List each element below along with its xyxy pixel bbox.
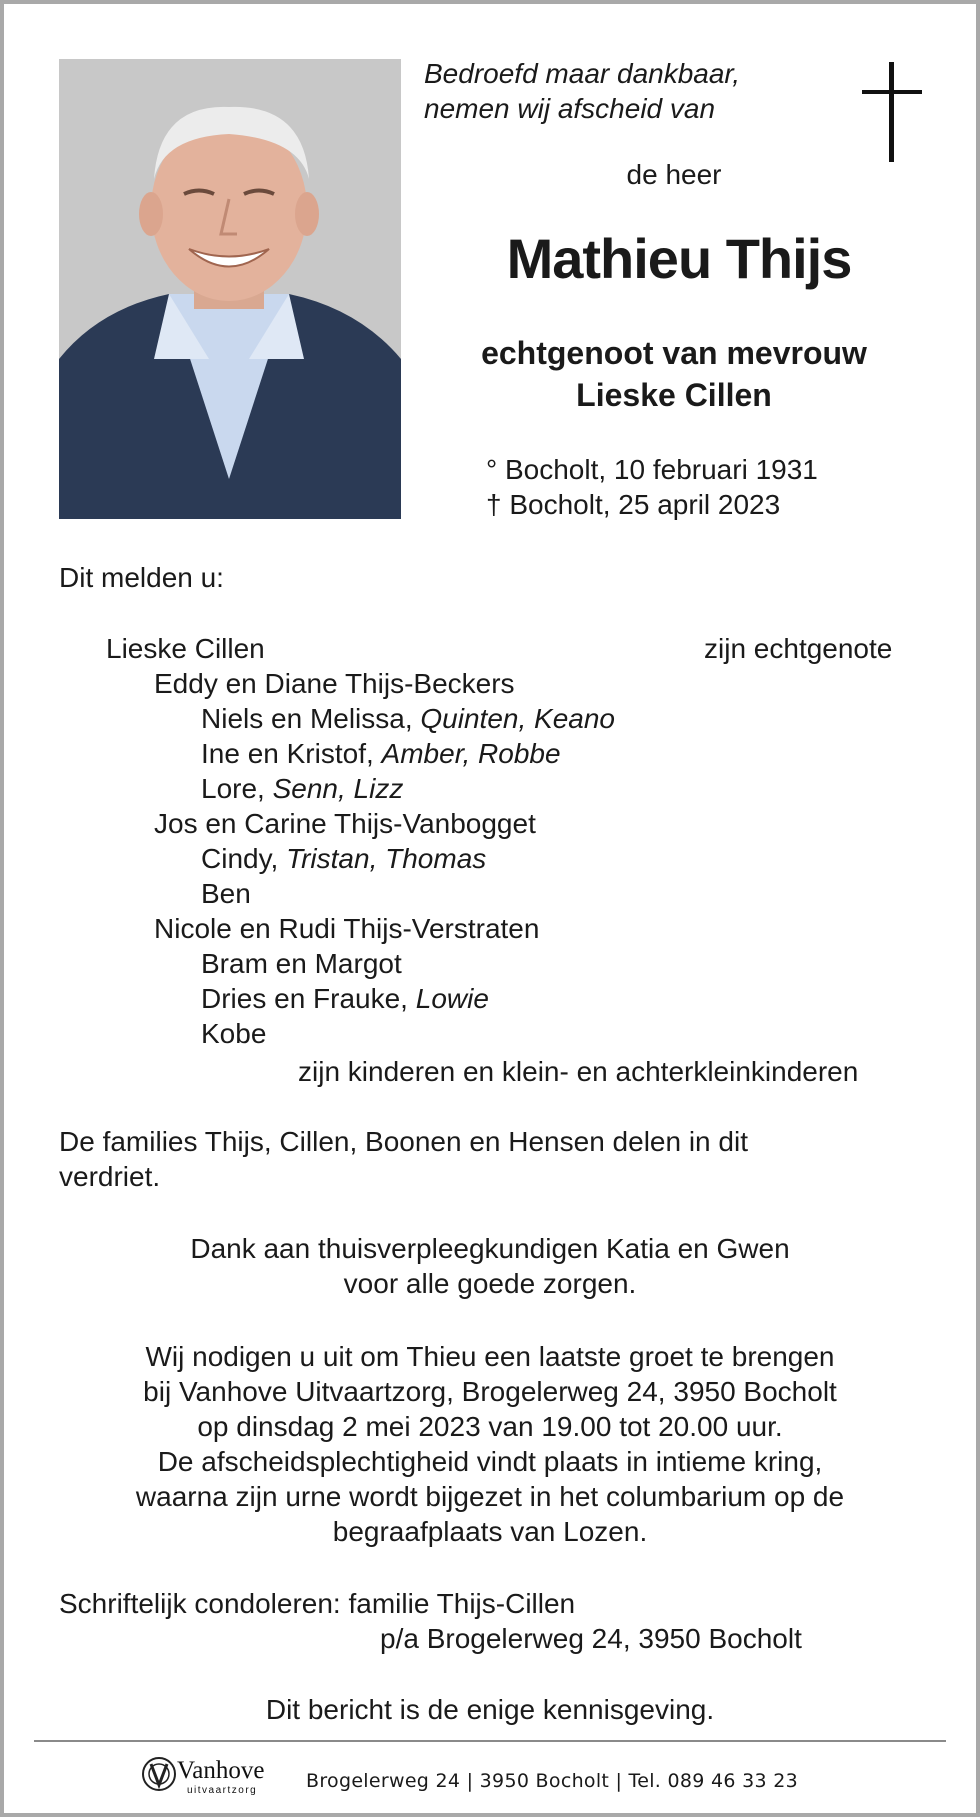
invitation-line: begraafplaats van Lozen. [332,1516,648,1547]
family-member-line [201,771,403,806]
spouse-line-1: echtgenoot van mevrouw [481,335,867,371]
grandchildren-names: Tristan, Thomas [286,843,487,874]
invitation-line: op dinsdag 2 mei 2023 van 19.00 tot 20.00 uur. [197,1411,783,1442]
closing-line: Dit bericht is de enige kennisgeving. [265,1694,715,1725]
birth-date: ° Bocholt, 10 februari 1931 [486,454,818,485]
invitation-line: De afscheidsplechtigheid vindt plaats in intieme kring, [157,1446,823,1477]
cross-icon [862,62,922,162]
family-member-line [201,701,615,736]
funeral-home-logo [139,1749,299,1799]
family-member-line [154,911,539,946]
family-member-line [201,736,561,771]
logo-mark [139,1749,299,1799]
announce-intro: Dit melden u: [59,562,224,593]
thanks-line-1: Dank aan thuisverpleegkundigen Katia en Gwen [190,1233,790,1264]
portrait-illustration [59,59,401,519]
invitation-line: waarna zijn urne wordt bijgezet in het columbarium op de [135,1481,845,1512]
family-member-names: Kobe [201,1018,267,1049]
condolence-line-1: Schriftelijk condoleren: familie Thijs-Cillen [59,1588,576,1619]
spouse-name: Lieske Cillen [106,633,265,664]
thanks-line-2: voor alle goede zorgen. [343,1268,637,1299]
family-member-line [201,981,489,1016]
family-member-names: Cindy, [201,843,287,874]
family-member-line [201,946,402,981]
deceased-name: Mathieu Thijs [506,227,852,290]
invitation-line: bij Vanhove Uitvaartzorg, Brogelerweg 24, 3950 Bocholt [143,1376,837,1407]
intro-line-2: nemen wij afscheid van [424,93,716,124]
family-member-line [201,841,486,876]
death-date: † Bocholt, 25 april 2023 [486,489,781,520]
spouse-role: zijn echtgenote [704,633,893,664]
family-member-names: Bram en Margot [201,948,402,979]
grandchildren-names: Senn, Lizz [272,773,404,804]
family-member-line [201,876,251,911]
portrait-photo [59,59,401,519]
grandchildren-names: Quinten, Keano [420,703,615,734]
invitation-line: Wij nodigen u uit om Thieu een laatste groet te brengen [145,1341,835,1372]
family-member-line [154,666,515,701]
honorific: de heer [626,159,722,190]
footer-address: Brogelerweg 24 | 3950 Bocholt | Tel. 089 46 33 23 [306,1770,798,1792]
logo-wordmark: Vanhove [177,1757,265,1784]
condolence-line-2: p/a Brogelerweg 24, 3950 Bocholt [380,1623,802,1654]
family-member-line [154,806,536,841]
footer-divider [34,1740,946,1742]
logo-subtitle: uitvaartzorg [187,1785,258,1796]
families-line-2: verdriet. [59,1161,161,1192]
family-member-names: Dries en Frauke, [201,983,416,1014]
family-member-names: Eddy en Diane Thijs-Beckers [154,668,515,699]
family-member-names: Jos en Carine Thijs-Vanbogget [154,808,536,839]
families-line-1: De families Thijs, Cillen, Boonen en Hensen delen in dit [59,1126,748,1157]
family-member-names: Niels en Melissa, [201,703,421,734]
family-member-line [201,1016,266,1051]
family-member-names: Nicole en Rudi Thijs-Verstraten [154,913,540,944]
intro-line-1: Bedroefd maar dankbaar, [424,58,740,89]
family-member-names: Ine en Kristof, [201,738,382,769]
spouse-line-2: Lieske Cillen [576,377,772,413]
grandchildren-names: Lowie [415,983,489,1014]
family-member-names: Ben [201,878,251,909]
children-role: zijn kinderen en klein- en achterkleinkinderen [298,1056,859,1087]
family-member-names: Lore, [201,773,273,804]
grandchildren-names: Amber, Robbe [381,738,561,769]
